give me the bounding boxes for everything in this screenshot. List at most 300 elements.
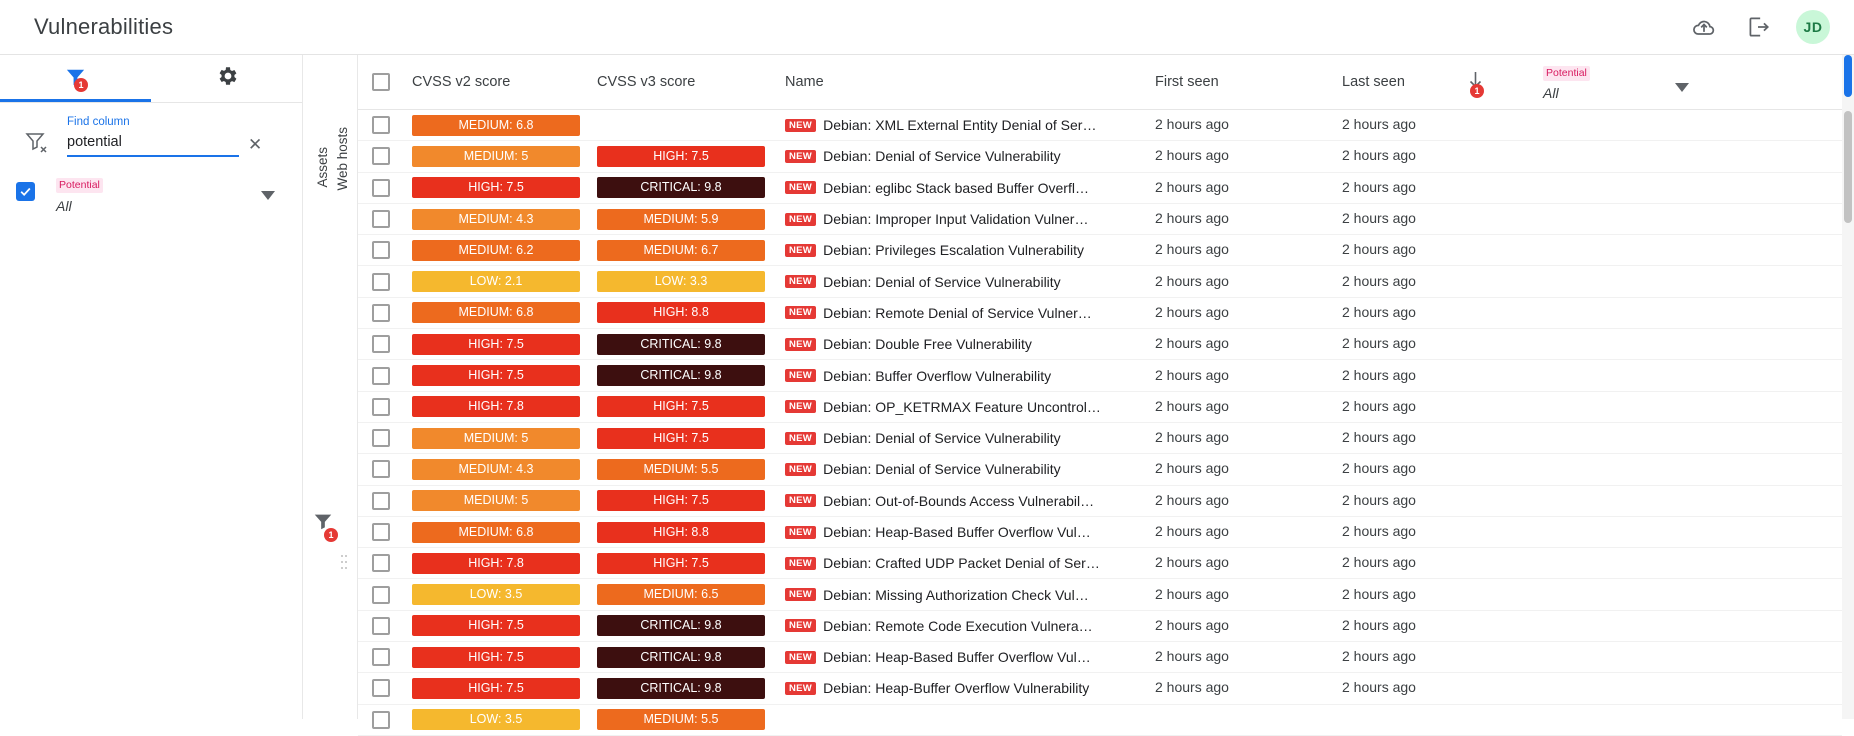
new-badge: NEW: [785, 244, 816, 257]
potential-cell: [1529, 586, 1842, 604]
potential-cell: [1529, 648, 1842, 666]
vulnerability-name-cell[interactable]: [785, 368, 1155, 384]
cvss-v3-score-pill: CRITICAL: 9.8: [597, 365, 765, 386]
new-badge: NEW: [785, 150, 816, 163]
header-potential[interactable]: [1529, 64, 1842, 101]
vulnerability-name-cell[interactable]: [785, 461, 1155, 477]
table-row[interactable]: [358, 548, 1842, 579]
potential-cell: [1529, 367, 1842, 385]
cvss-v2-score-cell: [412, 647, 597, 668]
table-row[interactable]: [358, 517, 1842, 548]
header-sort-control[interactable]: [1462, 71, 1529, 94]
sort-descending-icon[interactable]: [1467, 71, 1484, 94]
potential-cell: [1529, 554, 1842, 572]
find-column-section: [0, 103, 302, 165]
cvss-v2-score-pill: HIGH: 7.5: [412, 678, 580, 699]
cvss-v2-score-cell: [412, 146, 597, 167]
header-first-seen[interactable]: First seen: [1155, 74, 1219, 90]
last-seen-cell: [1342, 648, 1462, 666]
tab-active-underline: [0, 99, 151, 102]
cvss-v3-score-cell: [597, 584, 785, 605]
last-seen-cell: [1342, 554, 1462, 572]
vulnerability-name-cell[interactable]: [785, 242, 1155, 258]
row-checkbox-cell: [358, 398, 412, 416]
scrollbar-thumb[interactable]: [1844, 111, 1852, 223]
last-seen-cell: [1342, 523, 1462, 541]
vulnerability-name: Debian: Remote Denial of Service Vulner…: [823, 304, 1092, 321]
row-checkbox[interactable]: [372, 711, 390, 729]
left-panel-tabs: [0, 55, 302, 103]
last-seen-cell: [1342, 398, 1462, 416]
vulnerability-name-cell[interactable]: [785, 555, 1155, 571]
potential-filter-value: All: [1543, 84, 1559, 101]
potential-cell: [1529, 304, 1842, 322]
cvss-v3-score-cell: [597, 334, 785, 355]
filter-tab-badge: 1: [74, 78, 88, 92]
cvss-v2-score-cell: [412, 115, 597, 136]
table-body: [358, 110, 1842, 727]
potential-cell: [1529, 398, 1842, 416]
vulnerability-name-cell[interactable]: [785, 618, 1155, 634]
row-checkbox[interactable]: [372, 241, 390, 259]
table-row[interactable]: [358, 235, 1842, 266]
row-checkbox[interactable]: [372, 648, 390, 666]
vulnerability-name-cell[interactable]: [785, 117, 1155, 133]
cvss-v3-score-cell: [597, 177, 785, 198]
first-seen-value: 2 hours ago: [1155, 679, 1229, 696]
cvss-v2-score-pill: MEDIUM: 4.3: [412, 459, 580, 480]
last-seen-cell: [1342, 460, 1462, 478]
last-seen-value: 2 hours ago: [1342, 554, 1416, 571]
funnel-off-icon: [24, 130, 50, 159]
header-last-seen[interactable]: Last seen: [1342, 74, 1405, 90]
rail-filter-badge: 1: [324, 528, 338, 542]
new-badge: NEW: [785, 557, 816, 570]
cvss-v2-score-pill: MEDIUM: 6.8: [412, 115, 580, 136]
vulnerability-name-cell[interactable]: [785, 305, 1155, 321]
cvss-v3-score-cell: [597, 271, 785, 292]
rail-filter-icon[interactable]: [308, 510, 338, 540]
row-checkbox-cell: [358, 586, 412, 604]
first-seen-value: 2 hours ago: [1155, 178, 1229, 195]
cvss-v2-score-cell: [412, 240, 597, 261]
vulnerability-name-cell[interactable]: [785, 274, 1155, 290]
row-checkbox[interactable]: [372, 617, 390, 635]
cvss-v2-score-cell: [412, 428, 597, 449]
cvss-v3-score-cell: [597, 490, 785, 511]
first-seen-value: 2 hours ago: [1155, 491, 1229, 508]
row-checkbox-cell: [358, 116, 412, 134]
cvss-v3-score-pill: HIGH: 7.5: [597, 396, 765, 417]
vulnerability-name-cell[interactable]: [785, 148, 1155, 164]
cvss-v2-score-pill: HIGH: 7.8: [412, 396, 580, 417]
table-row[interactable]: [358, 173, 1842, 204]
vulnerability-name: Debian: Crafted UDP Packet Denial of Ser…: [823, 555, 1100, 572]
filter-value: All: [56, 198, 72, 214]
cvss-v3-score-cell: [597, 553, 785, 574]
first-seen-cell: [1155, 679, 1342, 697]
last-seen-value: 2 hours ago: [1342, 116, 1416, 133]
row-checkbox[interactable]: [372, 554, 390, 572]
vulnerability-name-cell[interactable]: [785, 680, 1155, 696]
potential-cell: [1529, 335, 1842, 353]
close-icon[interactable]: ✕: [248, 135, 263, 154]
table-row[interactable]: [358, 423, 1842, 454]
cvss-v3-score-cell: [597, 459, 785, 480]
cvss-v3-score-pill: MEDIUM: 5.5: [597, 709, 765, 730]
first-seen-cell: [1155, 367, 1342, 385]
cvss-v2-score-cell: [412, 209, 597, 230]
header-cvss-v3[interactable]: CVSS v3 score: [597, 74, 696, 90]
last-seen-value: 2 hours ago: [1342, 397, 1416, 414]
tab-settings[interactable]: [151, 55, 302, 102]
last-seen-cell: [1342, 304, 1462, 322]
cvss-v2-score-cell: [412, 522, 597, 543]
last-seen-value: 2 hours ago: [1342, 523, 1416, 539]
vulnerability-name-cell[interactable]: [785, 180, 1155, 196]
vulnerability-name: Debian: Denial of Service Vulnerability: [823, 273, 1061, 290]
new-badge: NEW: [785, 400, 816, 413]
first-seen-value: 2 hours ago: [1155, 335, 1229, 352]
potential-cell: [1529, 179, 1842, 197]
last-seen-value: 2 hours ago: [1342, 491, 1416, 508]
table-row[interactable]: [358, 579, 1842, 610]
first-seen-value: 2 hours ago: [1155, 554, 1229, 571]
row-checkbox-cell: [358, 210, 412, 228]
vertical-scrollbar[interactable]: [1842, 55, 1854, 719]
last-seen-cell: [1342, 147, 1462, 165]
row-checkbox[interactable]: [372, 147, 390, 165]
row-checkbox-cell: [358, 679, 412, 697]
left-filter-panel: [0, 55, 303, 719]
potential-chip-label: Potential: [1543, 66, 1590, 81]
gear-icon: [215, 64, 239, 93]
cvss-v3-score-pill: MEDIUM: 6.7: [597, 240, 765, 261]
cvss-v2-score-cell: [412, 615, 597, 636]
vulnerability-name-cell[interactable]: [785, 524, 1155, 540]
last-seen-value: 2 hours ago: [1342, 585, 1416, 602]
cvss-v2-score-pill: MEDIUM: 6.8: [412, 302, 580, 323]
cvss-v3-score-cell: [597, 428, 785, 449]
row-checkbox[interactable]: [372, 179, 390, 197]
vulnerability-name-cell[interactable]: [785, 399, 1155, 415]
cvss-v2-score-pill: LOW: 2.1: [412, 271, 580, 292]
cvss-v2-score-cell: [412, 553, 597, 574]
cvss-v3-score-pill: HIGH: 7.5: [597, 490, 765, 511]
header-select-all[interactable]: [358, 73, 412, 91]
find-column-label: Find column: [67, 116, 130, 128]
last-seen-value: 2 hours ago: [1342, 335, 1416, 352]
cvss-v3-score-pill: CRITICAL: 9.8: [597, 647, 765, 668]
table-row[interactable]: [358, 110, 1842, 141]
cvss-v3-score-cell: [597, 146, 785, 167]
vulnerability-name: Debian: Double Free Vulnerability: [823, 336, 1032, 353]
cvss-v3-score-cell: [597, 615, 785, 636]
avatar[interactable]: JD: [1796, 10, 1830, 44]
first-seen-cell: [1155, 586, 1342, 604]
potential-cell: [1529, 429, 1842, 447]
potential-cell: [1529, 241, 1842, 259]
row-checkbox[interactable]: [372, 367, 390, 385]
cvss-v3-score-pill: HIGH: 7.5: [597, 146, 765, 167]
cvss-v2-score-cell: [412, 678, 597, 699]
potential-cell: [1529, 116, 1842, 134]
first-seen-value: 2 hours ago: [1155, 429, 1229, 446]
column-resize-handle-1[interactable]: [339, 551, 349, 573]
table-row[interactable]: [358, 392, 1842, 423]
potential-cell: [1529, 273, 1842, 291]
potential-cell: [1529, 210, 1842, 228]
filter-item-potential: [0, 165, 302, 221]
cvss-v2-score-pill: MEDIUM: 6.2: [412, 240, 580, 261]
cvss-v2-score-cell: [412, 365, 597, 386]
first-seen-value: 2 hours ago: [1155, 460, 1229, 477]
cvss-v2-score-pill: MEDIUM: 5: [412, 428, 580, 449]
first-seen-value: 2 hours ago: [1155, 147, 1229, 164]
row-checkbox[interactable]: [372, 335, 390, 353]
cvss-v2-score-cell: [412, 177, 597, 198]
cloud-upload-icon[interactable]: [1688, 11, 1720, 43]
header-name[interactable]: Name: [785, 74, 824, 90]
first-seen-value: 2 hours ago: [1155, 616, 1229, 633]
filter-field-potential[interactable]: [56, 175, 278, 214]
vulnerability-name-cell[interactable]: [785, 649, 1155, 665]
vulnerability-name-cell[interactable]: [785, 336, 1155, 352]
last-seen-cell: [1342, 429, 1462, 447]
select-all-checkbox[interactable]: [372, 73, 390, 91]
vulnerability-name-cell[interactable]: [785, 587, 1155, 603]
last-seen-cell: [1342, 492, 1462, 510]
cvss-v3-score-cell: [597, 647, 785, 668]
cvss-v2-score-pill: HIGH: 7.5: [412, 615, 580, 636]
vulnerability-name-cell[interactable]: [785, 211, 1155, 227]
last-seen-cell: [1342, 367, 1462, 385]
row-checkbox[interactable]: [372, 210, 390, 228]
table-row[interactable]: [358, 298, 1842, 329]
potential-cell: [1529, 147, 1842, 165]
last-seen-cell: [1342, 335, 1462, 353]
vulnerability-name: Debian: Buffer Overflow Vulnerability: [823, 367, 1052, 384]
tab-filters[interactable]: [0, 55, 151, 102]
row-checkbox-cell: [358, 523, 412, 541]
first-seen-value: 2 hours ago: [1155, 303, 1229, 320]
first-seen-cell: [1155, 429, 1342, 447]
vulnerabilities-table: [358, 55, 1842, 727]
cvss-v3-score-pill: [597, 115, 765, 136]
rail-label-assets[interactable]: Assets: [315, 147, 330, 188]
row-checkbox-cell: [358, 147, 412, 165]
last-seen-value: 2 hours ago: [1342, 679, 1416, 696]
cvss-v3-score-cell: [597, 396, 785, 417]
row-checkbox[interactable]: [372, 492, 390, 510]
vulnerability-name-cell[interactable]: [785, 493, 1155, 509]
filter-icon: [64, 65, 87, 93]
vulnerability-name: Debian: Denial of Service Vulnerability: [823, 430, 1061, 447]
cvss-v2-score-cell: [412, 396, 597, 417]
last-seen-value: 2 hours ago: [1342, 616, 1416, 633]
side-rail: [303, 55, 358, 719]
cvss-v3-score-cell: [597, 209, 785, 230]
cvss-v3-score-cell: [597, 522, 785, 543]
row-checkbox[interactable]: [372, 116, 390, 134]
rail-label-web-hosts[interactable]: Web hosts: [335, 127, 350, 191]
last-seen-value: 2 hours ago: [1342, 303, 1416, 320]
first-seen-value: 2 hours ago: [1155, 116, 1229, 133]
last-seen-cell: [1342, 210, 1462, 228]
cvss-v3-score-pill: HIGH: 7.5: [597, 553, 765, 574]
row-checkbox-cell: [358, 617, 412, 635]
new-badge: NEW: [785, 494, 816, 507]
row-checkbox[interactable]: [372, 429, 390, 447]
first-seen-value: 2 hours ago: [1155, 272, 1229, 289]
first-seen-cell: [1155, 648, 1342, 666]
table-row[interactable]: [358, 141, 1842, 172]
first-seen-cell: [1155, 116, 1342, 134]
page-title: Vulnerabilities: [34, 14, 174, 39]
cvss-v3-score-pill: CRITICAL: 9.8: [597, 177, 765, 198]
last-seen-cell: [1342, 179, 1462, 197]
chevron-down-icon[interactable]: [261, 187, 275, 205]
vulnerability-name: Debian: Denial of Service Vulnerability: [823, 461, 1061, 478]
cvss-v2-score-cell: [412, 709, 597, 730]
vulnerability-name: Debian: Remote Code Execution Vulnera…: [823, 617, 1093, 634]
vulnerability-name: Debian: Denial of Service Vulnerability: [823, 148, 1061, 165]
new-badge: NEW: [785, 181, 816, 194]
row-checkbox[interactable]: [372, 304, 390, 322]
last-seen-value: 2 hours ago: [1342, 210, 1416, 227]
first-seen-value: 2 hours ago: [1155, 585, 1229, 602]
new-badge: NEW: [785, 682, 816, 695]
logout-icon[interactable]: [1742, 11, 1774, 43]
table-row[interactable]: [358, 611, 1842, 642]
cvss-v3-score-pill: LOW: 3.3: [597, 271, 765, 292]
new-badge: NEW: [785, 651, 816, 664]
vulnerability-name-cell[interactable]: [785, 430, 1155, 446]
vulnerability-name: Debian: eglibc Stack based Buffer Overfl…: [823, 179, 1089, 196]
row-checkbox[interactable]: [372, 460, 390, 478]
app-header: [0, 0, 1854, 55]
cvss-v3-score-cell: [597, 302, 785, 323]
cvss-v3-score-pill: HIGH: 8.8: [597, 302, 765, 323]
new-badge: NEW: [785, 119, 816, 132]
last-seen-cell: [1342, 679, 1462, 697]
row-checkbox-cell: [358, 335, 412, 353]
sort-order-badge: 1: [1470, 84, 1484, 98]
new-badge: NEW: [785, 463, 816, 476]
first-seen-cell: [1155, 523, 1342, 541]
cvss-v2-score-pill: HIGH: 7.8: [412, 553, 580, 574]
first-seen-cell: [1155, 147, 1342, 165]
row-checkbox-cell: [358, 304, 412, 322]
new-badge: NEW: [785, 526, 816, 539]
cvss-v2-score-pill: HIGH: 7.5: [412, 365, 580, 386]
table-row[interactable]: [358, 486, 1842, 517]
new-badge: NEW: [785, 213, 816, 226]
table-row[interactable]: [358, 266, 1842, 297]
table-row[interactable]: [358, 204, 1842, 235]
vulnerability-name: Debian: Out-of-Bounds Access Vulnerabil…: [823, 492, 1095, 509]
row-checkbox-cell: [358, 179, 412, 197]
row-checkbox-cell: [358, 367, 412, 385]
cvss-v2-score-pill: MEDIUM: 6.8: [412, 522, 580, 543]
first-seen-value: 2 hours ago: [1155, 397, 1229, 414]
first-seen-cell: [1155, 210, 1342, 228]
cvss-v2-score-cell: [412, 490, 597, 511]
table-row[interactable]: [358, 454, 1842, 485]
new-badge: NEW: [785, 275, 816, 288]
vulnerability-name: Debian: Improper Input Validation Vulner…: [823, 211, 1089, 228]
cvss-v2-score-cell: [412, 302, 597, 323]
table-row[interactable]: [358, 360, 1842, 391]
cvss-v2-score-pill: HIGH: 7.5: [412, 647, 580, 668]
row-checkbox[interactable]: [372, 679, 390, 697]
first-seen-cell: [1155, 460, 1342, 478]
new-badge: NEW: [785, 306, 816, 319]
last-seen-value: 2 hours ago: [1342, 429, 1416, 446]
chevron-down-icon[interactable]: [1675, 80, 1689, 96]
cvss-v2-score-pill: MEDIUM: 5: [412, 146, 580, 167]
vulnerability-name: Debian: Heap-Buffer Overflow Vulnerability: [823, 680, 1090, 697]
vulnerability-name: Debian: Missing Authorization Check Vul…: [823, 586, 1089, 603]
cvss-v2-score-pill: HIGH: 7.5: [412, 177, 580, 198]
potential-cell: [1529, 523, 1842, 541]
header-cvss-v2[interactable]: CVSS v2 score: [412, 74, 511, 90]
row-checkbox[interactable]: [372, 398, 390, 416]
last-seen-cell: [1342, 241, 1462, 259]
first-seen-cell: [1155, 273, 1342, 291]
cvss-v2-score-cell: [412, 459, 597, 480]
cvss-v3-score-pill: CRITICAL: 9.8: [597, 334, 765, 355]
row-checkbox-cell: [358, 492, 412, 510]
last-seen-value: 2 hours ago: [1342, 272, 1416, 289]
cvss-v2-score-pill: LOW: 3.5: [412, 709, 580, 730]
table-row[interactable]: [358, 642, 1842, 673]
row-checkbox[interactable]: [372, 273, 390, 291]
cvss-v2-score-pill: MEDIUM: 4.3: [412, 209, 580, 230]
new-badge: NEW: [785, 588, 816, 601]
cvss-v3-score-pill: HIGH: 8.8: [597, 522, 765, 543]
row-checkbox[interactable]: [372, 523, 390, 541]
row-checkbox[interactable]: [372, 586, 390, 604]
first-seen-cell: [1155, 554, 1342, 572]
find-column-input[interactable]: [67, 132, 239, 157]
cvss-v2-score-cell: [412, 271, 597, 292]
header-actions: [1688, 10, 1830, 44]
scrollbar-top-marker: [1844, 55, 1852, 97]
cvss-v2-score-pill: LOW: 3.5: [412, 584, 580, 605]
row-checkbox-cell: [358, 648, 412, 666]
first-seen-cell: [1155, 492, 1342, 510]
first-seen-cell: [1155, 179, 1342, 197]
table-row[interactable]: [358, 329, 1842, 360]
first-seen-value: 2 hours ago: [1155, 648, 1229, 665]
vulnerability-name: Debian: XML External Entity Denial of Ser…: [823, 117, 1097, 134]
last-seen-value: 2 hours ago: [1342, 178, 1416, 195]
table-row[interactable]: [358, 705, 1842, 736]
first-seen-cell: [1155, 241, 1342, 259]
cvss-v3-score-pill: MEDIUM: 5.5: [597, 459, 765, 480]
first-seen-cell: [1155, 335, 1342, 353]
filter-checkbox-potential[interactable]: [16, 182, 35, 201]
cvss-v2-score-pill: HIGH: 7.5: [412, 334, 580, 355]
cvss-v3-score-pill: CRITICAL: 9.8: [597, 678, 765, 699]
new-badge: NEW: [785, 369, 816, 382]
first-seen-value: 2 hours ago: [1155, 210, 1229, 227]
cvss-v3-score-cell: [597, 240, 785, 261]
table-row[interactable]: [358, 673, 1842, 704]
row-checkbox-cell: [358, 460, 412, 478]
table-header-row: [358, 55, 1842, 110]
